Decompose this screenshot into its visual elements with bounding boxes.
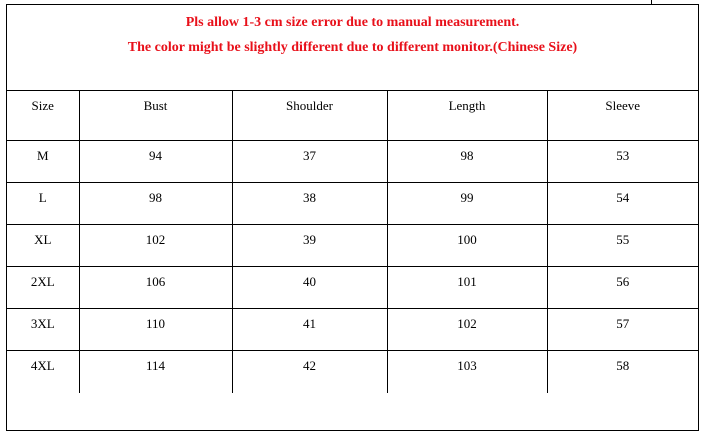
cell-shoulder: 40 bbox=[232, 267, 387, 309]
size-chart-frame bbox=[6, 4, 699, 431]
color-notice: The color might be slightly different due to different monitor.(Chinese Size) bbox=[127, 40, 578, 55]
cell-shoulder: 37 bbox=[232, 141, 387, 183]
cell-sleeve: 58 bbox=[547, 351, 698, 393]
header-sleeve: Sleeve bbox=[547, 91, 698, 141]
size-table bbox=[7, 90, 698, 393]
cell-length: 103 bbox=[387, 351, 547, 393]
cell-shoulder: 42 bbox=[232, 351, 387, 393]
cell-size: L bbox=[7, 183, 79, 225]
table-row bbox=[7, 141, 698, 183]
header-size: Size bbox=[7, 91, 79, 141]
cell-bust: 110 bbox=[79, 309, 232, 351]
cell-bust: 114 bbox=[79, 351, 232, 393]
table-row bbox=[7, 351, 698, 393]
cell-length: 99 bbox=[387, 183, 547, 225]
header-shoulder: Shoulder bbox=[232, 91, 387, 141]
cell-size: 4XL bbox=[7, 351, 79, 393]
cell-length: 98 bbox=[387, 141, 547, 183]
cell-size: M bbox=[7, 141, 79, 183]
cell-shoulder: 41 bbox=[232, 309, 387, 351]
cell-shoulder: 39 bbox=[232, 225, 387, 267]
cell-length: 102 bbox=[387, 309, 547, 351]
cell-sleeve: 56 bbox=[547, 267, 698, 309]
table-row bbox=[7, 267, 698, 309]
header-length: Length bbox=[387, 91, 547, 141]
header-bust: Bust bbox=[79, 91, 232, 141]
cell-length: 100 bbox=[387, 225, 547, 267]
table-row bbox=[7, 309, 698, 351]
table-header-row bbox=[7, 91, 698, 141]
cell-shoulder: 38 bbox=[232, 183, 387, 225]
cell-sleeve: 53 bbox=[547, 141, 698, 183]
cell-bust: 106 bbox=[79, 267, 232, 309]
cell-size: XL bbox=[7, 225, 79, 267]
cell-sleeve: 55 bbox=[547, 225, 698, 267]
cell-sleeve: 57 bbox=[547, 309, 698, 351]
cell-bust: 102 bbox=[79, 225, 232, 267]
corner-tick bbox=[651, 0, 652, 4]
measurement-notice: Pls allow 1-3 cm size error due to manual measurement. bbox=[185, 15, 520, 30]
cell-sleeve: 54 bbox=[547, 183, 698, 225]
cell-length: 101 bbox=[387, 267, 547, 309]
cell-bust: 94 bbox=[79, 141, 232, 183]
table-row bbox=[7, 183, 698, 225]
cell-size: 2XL bbox=[7, 267, 79, 309]
table-row bbox=[7, 225, 698, 267]
cell-size: 3XL bbox=[7, 309, 79, 351]
notice-box bbox=[7, 5, 698, 91]
cell-bust: 98 bbox=[79, 183, 232, 225]
